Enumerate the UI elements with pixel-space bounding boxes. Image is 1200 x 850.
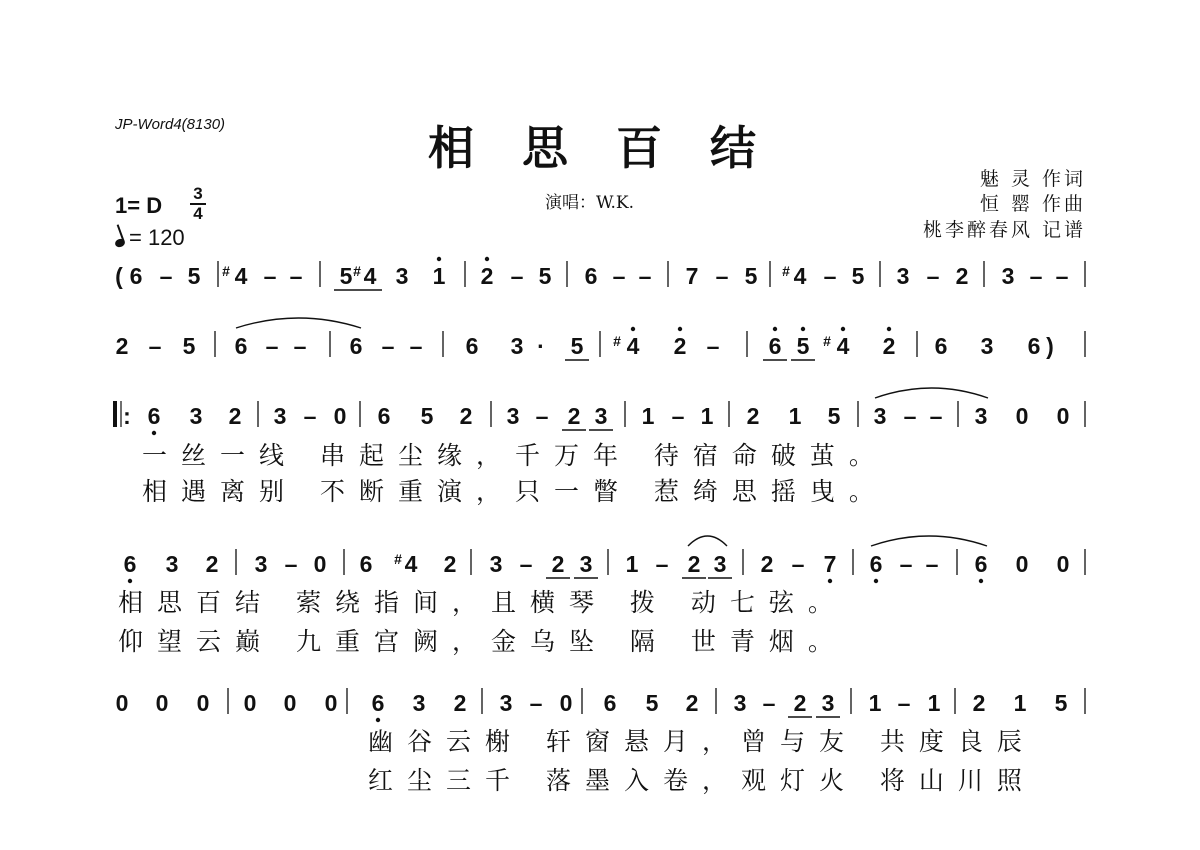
tie-slur — [871, 536, 987, 546]
note: 6 — [349, 333, 363, 359]
key-label: 1= D — [115, 193, 163, 218]
sharp-sign: # — [613, 333, 621, 349]
sharp-sign: # — [394, 551, 402, 567]
note: – — [535, 403, 549, 429]
note: 6 — [1027, 333, 1041, 359]
note: – — [929, 403, 943, 429]
note: 3 — [594, 403, 608, 429]
note: – — [903, 403, 917, 429]
note: 6 — [974, 551, 988, 577]
note: 2 — [955, 263, 969, 289]
note: 4 — [626, 333, 640, 359]
note: – — [715, 263, 729, 289]
note: – — [1055, 263, 1069, 289]
lyric-line: 幽谷云榭 轩窗悬月，曾与友 共度良辰 — [368, 727, 1036, 756]
lyric-line: 相思百结 萦绕指间，且横琴 拨 动七弦。 — [118, 588, 847, 617]
note: 0 — [1015, 551, 1029, 577]
note: 2 — [228, 403, 242, 429]
note: 2 — [551, 551, 565, 577]
note: – — [655, 551, 669, 577]
note: 4 — [793, 263, 807, 289]
lyric-line: 红尘三千 落墨入卷，观灯火 将山川照 — [368, 766, 1036, 795]
note: 2 — [459, 403, 473, 429]
note: 5 — [851, 263, 865, 289]
note: – — [510, 263, 524, 289]
note: 0 — [313, 551, 327, 577]
tie-slur — [236, 318, 361, 328]
note: 3 — [273, 403, 287, 429]
note: 2 — [480, 263, 494, 289]
sharp-sign: # — [782, 263, 790, 279]
note: 0 — [1056, 403, 1070, 429]
note: 6 — [768, 333, 782, 359]
note: – — [897, 690, 911, 716]
note: – — [612, 263, 626, 289]
sharp-sign: # — [353, 263, 361, 279]
octave-up-dot — [485, 257, 489, 261]
note: – — [148, 333, 162, 359]
note: 4 — [836, 333, 850, 359]
note: – — [791, 551, 805, 577]
note: 1 — [432, 263, 446, 289]
composer-credit: 恒 罂 作曲 — [979, 193, 1086, 215]
note: – — [284, 551, 298, 577]
singer-credit: 演唱：W.K. — [545, 193, 635, 213]
note: 3 — [713, 551, 727, 577]
note: 5 — [645, 690, 659, 716]
sharp-sign: # — [222, 263, 230, 279]
note: 1 — [700, 403, 714, 429]
note: 2 — [443, 551, 457, 577]
note: – — [638, 263, 652, 289]
note: 2 — [115, 333, 129, 359]
note: 3 — [506, 403, 520, 429]
note: ) — [1046, 333, 1054, 359]
note: – — [409, 333, 423, 359]
note: 0 — [1015, 403, 1029, 429]
note: 6 — [603, 690, 617, 716]
octave-down-dot — [828, 579, 832, 583]
note: 6 — [584, 263, 598, 289]
note: 5 — [1054, 690, 1068, 716]
note: – — [303, 403, 317, 429]
sharp-sign: # — [823, 333, 831, 349]
note: 1 — [788, 403, 802, 429]
note: · — [537, 333, 545, 359]
note: 0 — [559, 690, 573, 716]
note: – — [925, 551, 939, 577]
note: 2 — [687, 551, 701, 577]
note: 1 — [641, 403, 655, 429]
note: – — [671, 403, 685, 429]
note: 0 — [283, 690, 297, 716]
note: 3 — [1001, 263, 1015, 289]
note: 3 — [733, 690, 747, 716]
note: 3 — [165, 551, 179, 577]
note: 0 — [155, 690, 169, 716]
note: 3 — [412, 690, 426, 716]
octave-down-dot — [376, 718, 380, 722]
note: 3 — [821, 690, 835, 716]
note: – — [899, 551, 913, 577]
note: 0 — [1056, 551, 1070, 577]
note: 5 — [182, 333, 196, 359]
note: 7 — [823, 551, 837, 577]
note: 4 — [363, 263, 377, 289]
note: 2 — [205, 551, 219, 577]
octave-up-dot — [841, 327, 845, 331]
note: 3 — [579, 551, 593, 577]
note: 7 — [685, 263, 699, 289]
lyric-line: 相遇离别 不断重演，只一瞥 惹绮思摇曳。 — [142, 477, 888, 506]
note: – — [293, 333, 307, 359]
note: 6 — [359, 551, 373, 577]
lyricist-credit: 魅 灵 作词 — [979, 168, 1086, 190]
note: 6 — [371, 690, 385, 716]
octave-up-dot — [801, 327, 805, 331]
note: 6 — [934, 333, 948, 359]
note: – — [519, 551, 533, 577]
octave-up-dot — [773, 327, 777, 331]
note: 5 — [827, 403, 841, 429]
octave-down-dot — [979, 579, 983, 583]
note: 0 — [324, 690, 338, 716]
note: 5 — [796, 333, 810, 359]
note: 2 — [685, 690, 699, 716]
note: 0 — [196, 690, 210, 716]
note: 5 — [538, 263, 552, 289]
note: 3 — [499, 690, 513, 716]
note: 2 — [793, 690, 807, 716]
note: 1 — [868, 690, 882, 716]
note: 6 — [129, 263, 143, 289]
octave-down-dot — [128, 579, 132, 583]
note: 3 — [395, 263, 409, 289]
octave-up-dot — [437, 257, 441, 261]
tie-slur — [688, 536, 727, 546]
note: – — [706, 333, 720, 359]
note: – — [529, 690, 543, 716]
note: 6 — [123, 551, 137, 577]
time-top: 3 — [193, 184, 203, 203]
transcriber-credit: 桃李醉春风 记谱 — [922, 219, 1086, 241]
note: ( — [115, 263, 123, 289]
octave-down-dot — [874, 579, 878, 583]
lyric-line: 仰望云巅 九重宫阙，金乌坠 隔 世青烟。 — [118, 627, 847, 656]
note: – — [926, 263, 940, 289]
time-bottom: 4 — [193, 204, 203, 223]
note: 6 — [147, 403, 161, 429]
note: – — [381, 333, 395, 359]
note: 0 — [243, 690, 257, 716]
note: 4 — [404, 551, 418, 577]
note: – — [263, 263, 277, 289]
note: 2 — [673, 333, 687, 359]
note: 3 — [980, 333, 994, 359]
note: 0 — [115, 690, 129, 716]
octave-up-dot — [631, 327, 635, 331]
note: : — [123, 403, 131, 429]
note: – — [159, 263, 173, 289]
note: 6 — [377, 403, 391, 429]
octave-up-dot — [678, 327, 682, 331]
note: – — [289, 263, 303, 289]
note: 2 — [746, 403, 760, 429]
song-title: 相 思 百 结 — [427, 121, 773, 175]
note: – — [1029, 263, 1043, 289]
note: 0 — [333, 403, 347, 429]
tie-slur — [875, 388, 988, 398]
note: 2 — [453, 690, 467, 716]
note: 5 — [339, 263, 353, 289]
octave-down-dot — [152, 431, 156, 435]
tempo-value: = 120 — [129, 225, 185, 250]
octave-up-dot — [887, 327, 891, 331]
note: 6 — [869, 551, 883, 577]
note: 3 — [873, 403, 887, 429]
note: 2 — [972, 690, 986, 716]
note: 5 — [744, 263, 758, 289]
note: 3 — [189, 403, 203, 429]
note: 1 — [927, 690, 941, 716]
software-label: JP-Word4(8130) — [115, 116, 226, 133]
note: – — [823, 263, 837, 289]
note: 5 — [187, 263, 201, 289]
lyric-line: 一丝一线 串起尘缘，千万年 待宿命破茧。 — [142, 441, 888, 470]
note: 1 — [1013, 690, 1027, 716]
note: 3 — [510, 333, 524, 359]
note: – — [265, 333, 279, 359]
note: 6 — [465, 333, 479, 359]
note: 3 — [896, 263, 910, 289]
note: 2 — [567, 403, 581, 429]
note: 5 — [570, 333, 584, 359]
note: 5 — [420, 403, 434, 429]
note: 4 — [234, 263, 248, 289]
note: 3 — [489, 551, 503, 577]
note: – — [762, 690, 776, 716]
note: 3 — [974, 403, 988, 429]
note: 1 — [625, 551, 639, 577]
note: 6 — [234, 333, 248, 359]
note: 2 — [760, 551, 774, 577]
note: 2 — [882, 333, 896, 359]
note: 3 — [254, 551, 268, 577]
